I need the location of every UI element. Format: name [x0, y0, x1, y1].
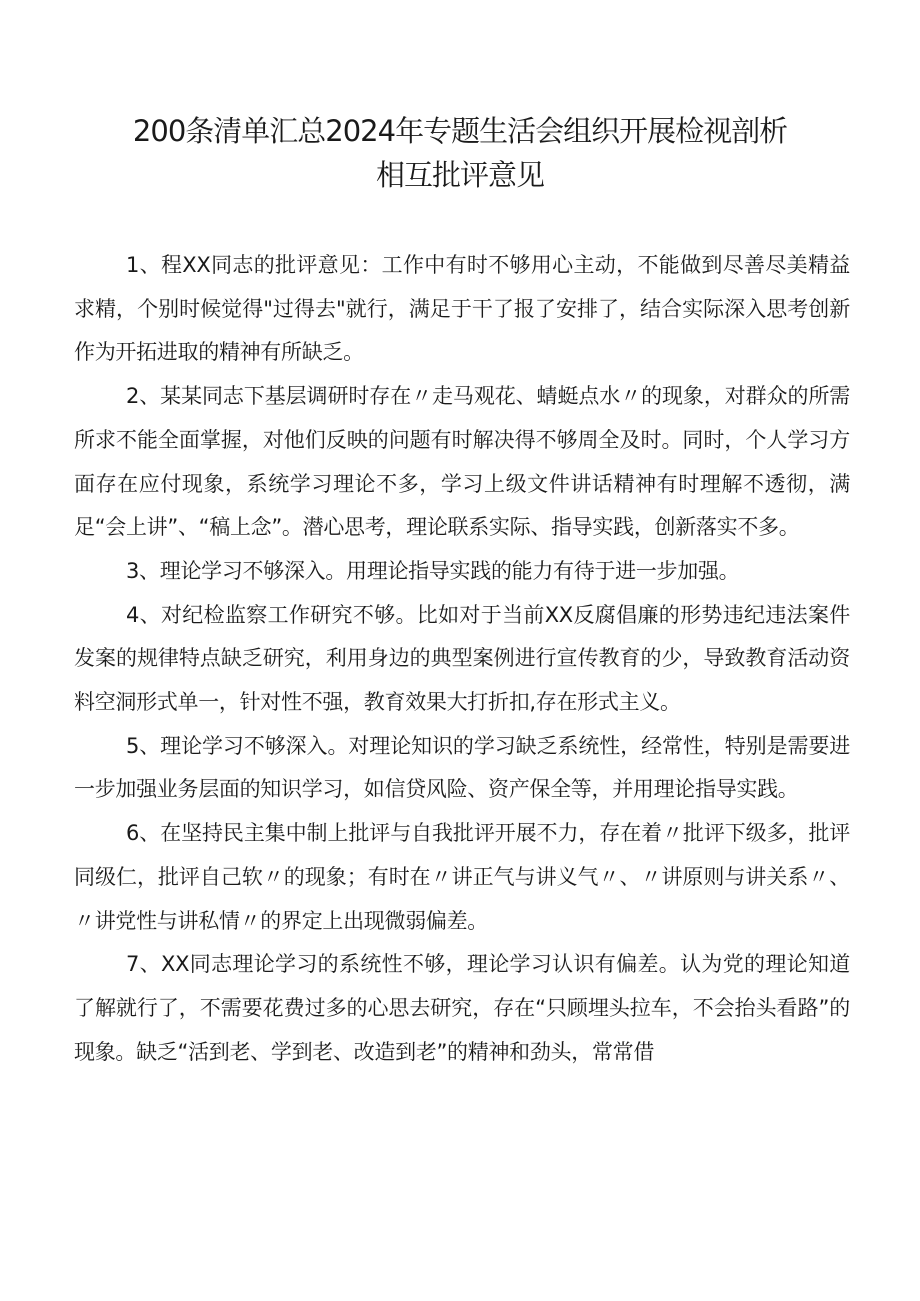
paragraph-4: 4、对纪检监察工作研究不够。比如对于当前XX反腐倡廉的形势违纪违法案件发案的规律特点缺乏研究，利用身边的典型案例进行宣传教育的少，导致教育活动资料空洞形式单一，针对性不强，教育效果大打折扣,存在形式主义。 [74, 602, 850, 715]
paragraph-6: 6、在坚持民主集中制上批评与自我批评开展不力，存在着〃批评下级多，批评同级仁，批评自己软〃的现象；有时在〃讲正气与讲义气〃、〃讲原则与讲关系〃、〃讲党性与讲私情〃的界定上出现微弱偏差。 [74, 821, 850, 933]
document-title-line-2: 相互批评意见 [375, 158, 544, 192]
paragraph-2: 2、某某同志下基层调研时存在〃走马观花、蜻蜓点水〃的现象，对群众的所需所求不能全面掌握，对他们反映的问题有时解决得不够周全及时。同时，个人学习方面存在应付现象，系统学习理论不多，学习上级文件讲话精神有时理解不透彻，满足“会上讲”、“稿上念”。潜心思考，理论联系实际、指导实践，创新落实不多。 [74, 384, 850, 540]
paragraph-1: 1、程XX同志的批评意见：工作中有时不够用心主动，不能做到尽善尽美精益求精，个别时候觉得"过得去"就行，满足于干了报了安排了，结合实际深入思考创新作为开拓进取的精神有所缺乏。 [74, 253, 850, 365]
paragraph-5: 5、理论学习不够深入。对理论知识的学习缺乏系统性，经常性，特别是需要进一步加强业务层面的知识学习，如信贷风险、资产保全等，并用理论指导实践。 [74, 733, 850, 802]
document-body [74, 244, 850, 1074]
document-title-line-1: 200条清单汇总2024年专题生活会组织开展检视剖析 [132, 114, 788, 148]
paragraph-3: 3、理论学习不够深入。用理论指导实践的能力有待于进一步加强。 [126, 558, 740, 583]
paragraph-7: 7、XX同志理论学习的系统性不够，理论学习认识有偏差。认为党的理论知道了解就行了，不需要花费过多的心思去研究，存在“只顾埋头拉车，不会抬头看路”的现象。缺乏“活到老、学到老、改造到老”的精神和劲头，常常借 [74, 952, 850, 1064]
